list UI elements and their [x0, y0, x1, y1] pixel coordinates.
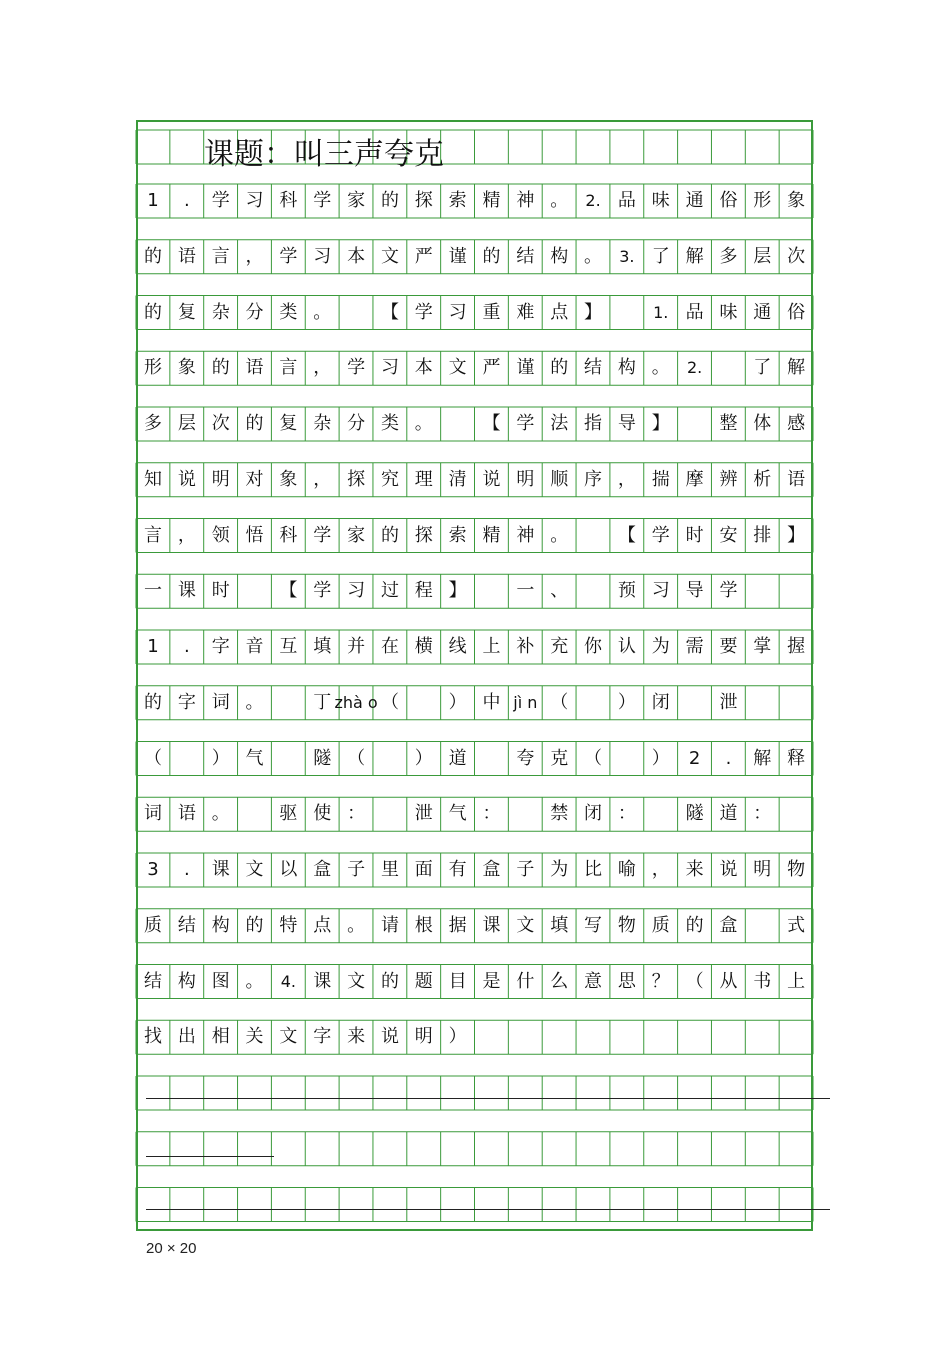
- grid-cell-char: 习: [651, 580, 670, 602]
- grid-cell-char: ）: [448, 691, 467, 713]
- grid-cell-char: 类: [279, 301, 298, 323]
- grid-cell-char: 文: [279, 1026, 298, 1048]
- grid-cell-char: 以: [279, 859, 298, 880]
- grid-cell-char: 你: [584, 636, 603, 657]
- grid-cell-char: 音: [245, 636, 264, 657]
- grid-cell-char: 上: [787, 970, 806, 992]
- grid-cell-char: 词: [211, 691, 230, 713]
- grid-cell-char: 严: [482, 357, 501, 379]
- grid-cell-char: 悟: [245, 524, 264, 546]
- grid-cell-char: 文: [245, 859, 264, 880]
- grid-cell-char: 泄: [414, 803, 433, 825]
- grid-cell-char: 习: [380, 357, 399, 379]
- grid-cell-char: 字: [211, 636, 230, 657]
- grid-cell-char: 握: [787, 636, 806, 657]
- grid-cell-char: 上: [482, 636, 501, 657]
- grid-cell-char: ，: [177, 524, 196, 546]
- grid-cell-char: 通: [753, 301, 772, 323]
- grid-cell-char: 排: [753, 524, 772, 546]
- grid-cell-char: 学: [719, 580, 738, 602]
- grid-cell-char: ？: [651, 970, 670, 992]
- grid-cell-char: （: [550, 691, 569, 713]
- grid-cell-char: 来: [347, 1026, 366, 1048]
- grid-cell-char: 说: [719, 859, 738, 880]
- grid-cell-char: 使: [313, 803, 332, 825]
- grid-cell-char: 习: [347, 580, 366, 602]
- grid-cell-char: 1: [147, 190, 159, 211]
- grid-cell-char: 掌: [753, 636, 772, 657]
- grid-cell-char: （: [347, 747, 366, 769]
- grid-cell-char: （: [584, 747, 603, 769]
- grid-cell-char: 为: [550, 859, 569, 880]
- grid-cell-char: 的: [245, 914, 264, 936]
- grid-cell-char: 多: [719, 245, 738, 267]
- grid-cell-char: 清: [448, 468, 467, 490]
- grid-cell-char: 质: [651, 914, 670, 936]
- grid-cell-char: 习: [448, 301, 467, 323]
- grid-cell-char: 象: [279, 468, 298, 490]
- grid-cell-char: 隧: [313, 747, 332, 769]
- grid-cell-char: （: [380, 691, 399, 713]
- grid-cell-char: 严: [414, 245, 433, 267]
- grid-cell-char: 习: [313, 245, 332, 267]
- grid-cell-char: 根: [414, 914, 433, 936]
- grid-cell-char: 比: [584, 859, 603, 880]
- grid-cell-char: 导: [685, 580, 704, 602]
- grid-cell-char: 时: [685, 524, 704, 546]
- grid-cell-char: （: [144, 747, 162, 769]
- grid-cell-char: 整: [719, 413, 738, 434]
- grid-cell-char: 结: [144, 970, 162, 992]
- grid-cell-char: 学: [414, 301, 433, 323]
- grid-cell-char: 学: [347, 357, 366, 379]
- grid-cell-char: 序: [584, 468, 603, 490]
- answer-line: [146, 1098, 830, 1099]
- grid-cell-char: 填: [550, 914, 569, 936]
- grid-cell-char: 充: [550, 636, 569, 657]
- grid-cell-char: 析: [753, 468, 772, 490]
- grid-cell-char: 预: [617, 580, 636, 602]
- grid-cell-char: ：: [347, 803, 366, 825]
- grid-cell-char: 究: [380, 468, 399, 490]
- grid-cell-char: 说: [177, 468, 196, 490]
- grid-cell-char: 、: [550, 580, 569, 602]
- grid-cell-char: 说: [380, 1026, 399, 1048]
- grid-cell-char: 】: [584, 301, 603, 323]
- grid-cell-char: 理: [414, 468, 433, 490]
- grid-cell-char: 认: [617, 636, 636, 657]
- grid-cell-char: 通: [685, 190, 704, 211]
- grid-cell-char: 子: [347, 859, 366, 880]
- grid-cell-char: ，: [617, 468, 636, 490]
- grid-cell-char: 气: [448, 803, 467, 825]
- grid-cell-char: 重: [482, 301, 501, 323]
- grid-cell-char: 要: [719, 636, 738, 657]
- grid-cell-char: 难: [516, 301, 535, 323]
- grid-cell-char: 感: [787, 413, 806, 434]
- grid-cell-char: 】: [448, 580, 467, 602]
- grid-cell-char: 释: [787, 747, 806, 769]
- grid-cell-char: 。: [245, 691, 264, 713]
- grid-cell-char: 隧: [685, 803, 704, 825]
- grid-cell-char: 明: [753, 859, 772, 880]
- grid-cell-char: 分: [245, 301, 264, 323]
- grid-cell-char: 。: [651, 357, 670, 379]
- grid-cell-char: 层: [753, 245, 772, 267]
- grid-cell-char: 一: [144, 580, 162, 602]
- grid-cell-char: 闭: [651, 691, 670, 713]
- grid-cell-char: 特: [279, 914, 298, 936]
- grid-cell-char: 揣: [651, 468, 670, 490]
- grid-cell-char: 解: [753, 747, 772, 769]
- grid-cell-char: 的: [482, 245, 501, 267]
- grid-cell-char: 导: [617, 413, 636, 434]
- grid-cell-char: 点: [313, 914, 332, 936]
- grid-cell-char: 课: [177, 580, 196, 602]
- grid-cell-char: 3.: [619, 246, 635, 266]
- grid-cell-char: 出: [177, 1026, 196, 1048]
- grid-cell-char: 说: [482, 468, 501, 490]
- grid-cell-char: 明: [211, 468, 230, 490]
- grid-cell-char: 复: [177, 301, 196, 323]
- grid-cell-char: 喻: [617, 859, 636, 880]
- grid-cell-char: 象: [177, 357, 196, 379]
- grid-cell-char: jì n: [513, 692, 538, 712]
- grid-cell-char: .: [183, 859, 190, 880]
- grid-cell-char: 中: [482, 691, 501, 713]
- grid-cell-char: 构: [211, 914, 230, 936]
- grid-cell-char: 学: [211, 190, 230, 211]
- grid-cell-char: 知: [144, 468, 162, 490]
- grid-cell-char: 语: [245, 357, 264, 379]
- grid-cell-char: 结: [177, 914, 196, 936]
- grid-cell-char: 的: [380, 524, 399, 546]
- grid-cell-char: 题: [414, 970, 433, 992]
- grid-cell-char: 构: [177, 970, 196, 992]
- grid-cell-char: 的: [211, 357, 230, 379]
- grid-cell-char: 。: [245, 970, 264, 992]
- grid-cell-char: 需: [685, 636, 704, 657]
- grid-cell-char: ，: [313, 357, 332, 379]
- grid-cell-char: 【: [279, 580, 298, 602]
- grid-cell-char: 什: [516, 970, 535, 992]
- grid-cell-char: 次: [211, 413, 230, 434]
- grid-cell-char: 的: [380, 970, 399, 992]
- grid-cell-char: 的: [144, 245, 162, 267]
- grid-cell-char: .: [183, 190, 190, 211]
- grid-cell-char: 找: [144, 1026, 162, 1048]
- grid-cell-char: 探: [414, 524, 433, 546]
- grid-cell-char: 俗: [719, 190, 738, 211]
- grid-cell-char: 书: [753, 970, 772, 992]
- grid-cell-char: 并: [347, 636, 366, 657]
- grid-cell-char: 。: [211, 803, 230, 825]
- grid-cell-char: 的: [144, 301, 162, 323]
- grid-cell-char: 语: [177, 245, 196, 267]
- grid-cell-char: 学: [279, 245, 298, 267]
- grid-cell-char: 为: [651, 636, 670, 657]
- grid-cell-char: 学: [313, 190, 332, 211]
- grid-cell-char: 文: [516, 914, 535, 936]
- grid-cell-char: 言: [279, 357, 298, 379]
- grid-cell-char: 补: [516, 636, 535, 657]
- grid-cell-char: 形: [144, 357, 162, 379]
- grid-cell-char: 字: [177, 691, 196, 713]
- grid-cell-char: 本: [347, 245, 366, 267]
- grid-cell-char: 形: [753, 190, 772, 211]
- grid-cell-char: 点: [550, 301, 569, 323]
- grid-cell-char: 辨: [719, 468, 738, 490]
- grid-cell-char: 领: [211, 524, 230, 546]
- grid-cell-char: 索: [448, 190, 467, 211]
- grid-cell-char: 克: [550, 747, 569, 769]
- grid-cell-char: 的: [685, 914, 704, 936]
- grid-cell-char: 家: [347, 524, 366, 546]
- grid-cell-char: 4.: [280, 971, 297, 991]
- grid-cell-char: 语: [177, 803, 196, 825]
- grid-cell-char: 据: [448, 914, 467, 936]
- grid-cell-char: 探: [347, 468, 366, 490]
- grid-cell-char: 谨: [448, 245, 467, 267]
- grid-cell-char: 过: [380, 580, 399, 602]
- grid-cell-char: 俗: [787, 301, 806, 323]
- grid-cell-char: 层: [177, 413, 196, 434]
- grid-cell-char: 面: [414, 859, 433, 880]
- grid-cell-char: 在: [380, 636, 399, 657]
- grid-cell-char: 式: [787, 914, 806, 936]
- grid-cell-char: 驱: [279, 803, 298, 825]
- lesson-title: 课题：叫三声夸克: [204, 137, 444, 172]
- grid-cell-char: 的: [245, 413, 264, 434]
- grid-cell-char: ）: [211, 747, 230, 769]
- grid-cell-char: 象: [787, 190, 806, 211]
- grid-cell-char: 请: [380, 914, 399, 936]
- grid-cell-char: 2.: [686, 358, 703, 378]
- grid-cell-char: 【: [617, 524, 636, 546]
- grid-cell-char: 质: [144, 914, 162, 936]
- grid-cell-char: 法: [550, 413, 569, 434]
- grid-cell-char: 目: [448, 970, 467, 992]
- grid-cell-char: 2.: [585, 191, 601, 210]
- grid-cell-char: ，: [651, 859, 670, 880]
- grid-cell-char: 复: [279, 413, 298, 434]
- grid-cell-char: 学: [651, 524, 670, 546]
- grid-cell-char: 。: [347, 914, 366, 936]
- grid-cell-char: 本: [414, 357, 433, 379]
- grid-cell-char: 味: [719, 301, 738, 323]
- grid-cell-char: 里: [380, 859, 399, 880]
- grid-cell-char: 2: [688, 747, 701, 769]
- grid-cell-char: 1: [147, 636, 159, 657]
- grid-cell-char: 禁: [550, 803, 569, 825]
- grid-cell-char: 夸: [516, 747, 535, 769]
- grid-cell-char: ，: [313, 468, 332, 490]
- grid-cell-char: 字: [313, 1026, 332, 1048]
- grid-cell-char: 语: [787, 468, 806, 490]
- grid-cell-char: 了: [651, 245, 670, 267]
- grid-cell-char: 摩: [685, 468, 704, 490]
- grid-cell-char: 对: [245, 468, 264, 490]
- grid-cell-char: 【: [482, 413, 501, 434]
- grid-cell-char: 分: [347, 413, 366, 434]
- grid-cell-char: 盒: [313, 859, 332, 880]
- grid-cell-char: 言: [144, 524, 162, 546]
- grid-cell-char: 物: [617, 914, 636, 936]
- grid-cell-char: 泄: [719, 691, 738, 713]
- grid-cell-char: 【: [380, 301, 399, 323]
- grid-cell-char: 。: [313, 301, 332, 323]
- grid-cell-char: 从: [719, 970, 738, 992]
- grid-cell-char: 的: [380, 190, 399, 211]
- grid-cell-char: 次: [787, 245, 806, 267]
- grid-cell-char: ）: [448, 1026, 467, 1048]
- grid-cell-char: 顺: [550, 468, 569, 490]
- grid-cell-char: 来: [685, 859, 704, 880]
- grid-cell-char: 神: [516, 524, 535, 546]
- grid-cell-char: 杂: [313, 413, 332, 434]
- grid-cell-char: 子: [516, 859, 535, 880]
- grid-cell-char: 。: [550, 190, 569, 211]
- grid-cell-char: 写: [584, 914, 603, 936]
- grid-cell-char: 谨: [516, 357, 535, 379]
- grid-cell-char: 物: [787, 859, 806, 880]
- grid-cell-char: 探: [414, 190, 433, 211]
- grid-cell-char: 结: [584, 357, 603, 379]
- grid-cell-char: 体: [753, 413, 772, 434]
- grid-cell-char: 盒: [482, 859, 501, 880]
- grid-cell-char: 线: [448, 636, 467, 657]
- grid-cell-char: 科: [279, 190, 298, 211]
- grid-cell-char: 构: [617, 357, 636, 379]
- grid-cell-char: 课: [313, 970, 332, 992]
- grid-cell-char: 索: [448, 524, 467, 546]
- grid-cell-char: zhà o: [334, 692, 378, 712]
- grid-cell-char: 解: [787, 357, 806, 379]
- grid-cell-char: 明: [516, 468, 535, 490]
- grid-cell-char: 图: [211, 970, 230, 992]
- grid-cell-char: ：: [617, 803, 636, 825]
- grid-cell-char: 了: [753, 357, 772, 379]
- grid-cell-char: 横: [414, 636, 433, 657]
- grid-cell-char: 的: [550, 357, 569, 379]
- grid-cell-char: （: [685, 970, 704, 992]
- grid-cell-char: 品: [617, 190, 636, 211]
- grid-cell-char: 。: [414, 413, 433, 434]
- grid-cell-char: 指: [584, 413, 603, 434]
- grid-cell-char: 明: [414, 1026, 433, 1048]
- grid-cell-char: 有: [448, 859, 467, 880]
- grid-cell-char: ）: [617, 691, 636, 713]
- grid-cell-char: 神: [516, 190, 535, 211]
- grid-cell-char: 味: [651, 190, 670, 211]
- grid-cell-char: 一: [516, 580, 535, 602]
- grid-cell-char: 1.: [653, 302, 669, 322]
- grid-cell-char: 的: [144, 691, 162, 713]
- grid-cell-char: 意: [584, 970, 603, 992]
- grid-cell-char: 互: [279, 636, 298, 657]
- grid-cell-char: 品: [685, 301, 704, 323]
- grid-cell-char: 道: [448, 747, 467, 769]
- grid-cell-char: 。: [584, 245, 603, 267]
- grid-cell-char: 时: [211, 580, 230, 602]
- grid-cell-char: 】: [651, 413, 670, 434]
- grid-cell-char: 文: [448, 357, 467, 379]
- grid-cell-char: 填: [313, 636, 332, 657]
- grid-cell-char: 程: [414, 580, 433, 602]
- grid-cell-char: 道: [719, 803, 738, 825]
- grid-cell-char: 学: [313, 580, 332, 602]
- grid-cell-char: 盒: [719, 914, 738, 936]
- grid-cell-char: 课: [211, 859, 230, 880]
- grid-cell-char: 文: [380, 245, 399, 267]
- grid-cell-char: ）: [414, 747, 433, 769]
- grid-cell-char: 课: [482, 914, 501, 936]
- grid-cell-char: 习: [245, 190, 264, 211]
- grid-size-label: 20 × 20: [146, 1240, 197, 1257]
- grid-cell-char: 闭: [584, 803, 603, 825]
- grid-cell-char: 么: [550, 970, 569, 992]
- grid-cell-char: 科: [279, 524, 298, 546]
- grid-cell-char: .: [725, 747, 732, 769]
- grid-cell-char: 词: [144, 803, 162, 825]
- grid-cell-char: 学: [516, 413, 535, 434]
- grid-cell-char: 精: [482, 190, 501, 211]
- grid-cell-char: 气: [245, 747, 264, 769]
- grid-cell-char: .: [183, 636, 190, 657]
- grid-cell-char: 丁: [313, 691, 332, 713]
- grid-cell-char: 多: [144, 413, 162, 434]
- grid-cell-char: 构: [550, 245, 569, 267]
- grid-cell-char: ）: [651, 747, 670, 769]
- grid-cell-char: ：: [753, 803, 772, 825]
- grid-cell-char: 类: [380, 413, 399, 434]
- grid-cell-char: 杂: [211, 301, 230, 323]
- grid-cell-char: 精: [482, 524, 501, 546]
- grid-cell-char: 文: [347, 970, 366, 992]
- grid-cell-char: 家: [347, 190, 366, 211]
- grid-cell-char: 关: [245, 1026, 264, 1048]
- answer-line: [146, 1156, 274, 1157]
- grid-cell-char: ：: [482, 803, 501, 825]
- grid-cell-char: 相: [211, 1026, 230, 1048]
- grid-cell-char: 言: [211, 245, 230, 267]
- grid-cell-char: 学: [313, 524, 332, 546]
- grid-cell-char: ，: [245, 245, 264, 267]
- grid-cell-char: 3: [147, 859, 159, 880]
- grid-cell-char: 安: [719, 524, 738, 546]
- grid-cell-char: 思: [617, 970, 636, 992]
- grid-cell-char: 。: [550, 524, 569, 546]
- grid-cell-char: 】: [787, 524, 806, 546]
- grid-cell-char: 解: [685, 245, 704, 267]
- grid-cell-char: 结: [516, 245, 535, 267]
- grid-cell-char: 是: [482, 970, 501, 992]
- answer-line: [146, 1209, 830, 1210]
